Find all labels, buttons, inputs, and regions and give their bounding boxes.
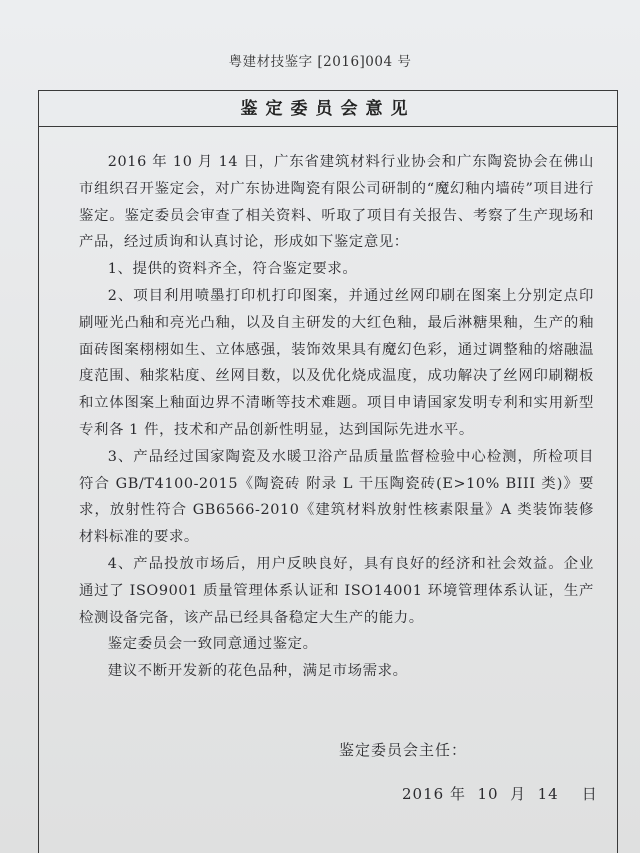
paragraph-intro: 2016 年 10 月 14 日，广东省建筑材料行业协会和广东陶瓷协会在佛山市组织召开鉴定会，对广东协进陶瓷有限公司研制的“魔幻釉内墙砖”项目进行鉴定。鉴定委员会审查了相关资料、听取了项目有关报告、考察了生产现场和产品，经过质询和认真讨论，形成如下鉴定意见： (79, 154, 594, 251)
paragraph-item-1: 1、提供的资料齐全，符合鉴定要求。 (107, 261, 358, 278)
paragraph-item-2: 2、项目利用喷墨打印机打印图案，并通过丝网印刷在图案上分别定点印刷哑光凸釉和亮光凸釉，以及自主研发的大红色釉，最后淋糖果釉，生产的釉面砖图案栩栩如生、立体感强，装饰效果具有魔幻色彩，通过调整釉的熔融温度范围、釉浆粘度、丝网目数，以及优化烧成温度，成功解决了丝网印刷糊板和立体图案上釉面边界不清晰等技术难题。项目申请国家发明专利和实用新型专利各 1 件，技术和产品创新性明显，达到国际先进水平。 (79, 287, 594, 438)
opinion-body (79, 149, 594, 685)
document-title: 鉴定委员会意见 (39, 91, 617, 127)
paragraph-item-4: 4、产品投放市场后，用户反映良好，具有良好的经济和社会效益。企业通过了 ISO9001 质量管理体系认证和 ISO14001 环境管理体系认证，生产检测设备完备，该产品已经具备稳定大生产的能力。 (79, 555, 594, 626)
signature-label: 鉴定委员会主任： (339, 741, 468, 759)
opinion-frame (38, 90, 618, 853)
paragraph-item-3: 3、产品经过国家陶瓷及水暖卫浴产品质量监督检验中心检测，所检项目符合 GB/T4100-2015《陶瓷砖 附录 L 干压陶瓷砖(E>10% BIII 类)》要求，放射性符合 GB6566-2010《建筑材料放射性核素限量》A 类装饰装修材料标准的要求。 (79, 448, 594, 546)
paragraph-suggestion: 建议不断开发新的花色品种，满足市场需求。 (107, 663, 408, 680)
signature-date: 2016 年 10 月 14 日 (402, 785, 598, 803)
paragraph-conclusion: 鉴定委员会一致同意通过鉴定。 (107, 636, 318, 653)
document-number: 粤建材技鉴字 [2016]004 号 (228, 54, 412, 70)
